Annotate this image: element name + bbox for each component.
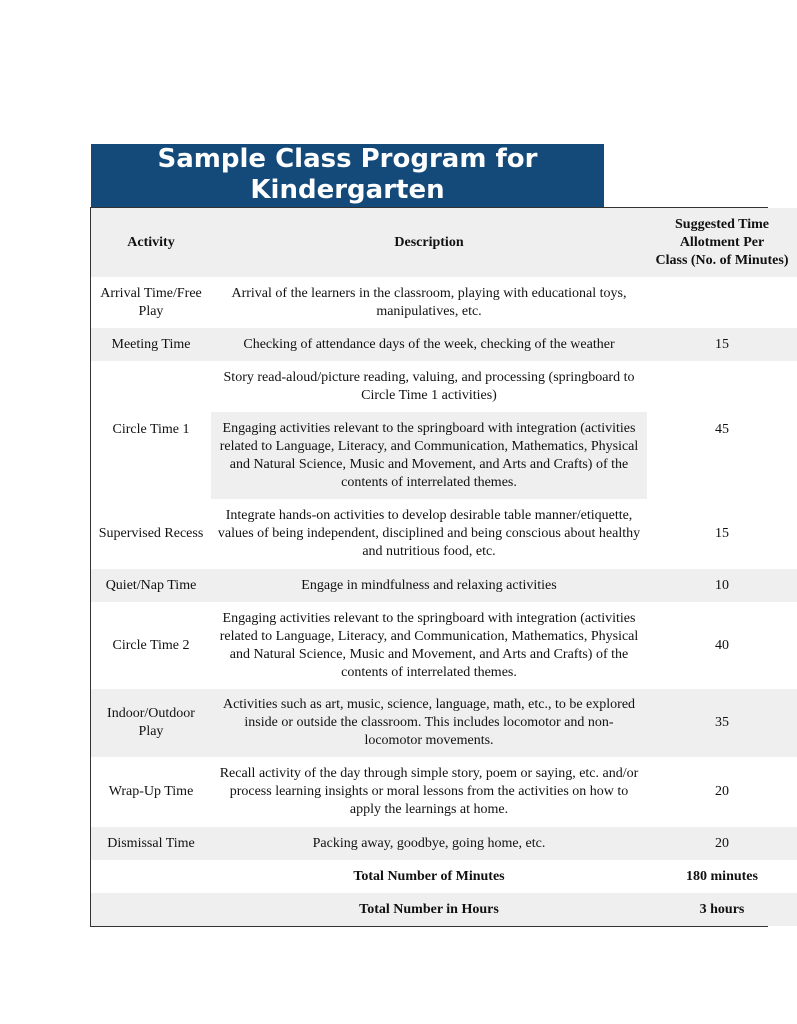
table-row [91, 602, 797, 689]
total-minutes-row [91, 860, 797, 893]
minutes-cell: 35 [647, 689, 797, 757]
total-hours-label: Total Number in Hours [211, 893, 647, 926]
description-cell: Recall activity of the day through simple story, poem or saying, etc. and/or process learning insights or moral lessons from the activities on how to apply the learnings at home. [219, 766, 639, 817]
total-hours-value: 3 hours [647, 893, 797, 926]
table-header-row [91, 208, 797, 277]
activity-cell: Circle Time 1 [112, 422, 190, 437]
activity-cell: Arrival Time/Free Play [100, 285, 202, 319]
header-time-line-1: Suggested Time [675, 216, 769, 232]
class-program-table [91, 208, 797, 926]
activity-cell: Supervised Recess [98, 526, 204, 541]
description-cell: Engaging activities relevant to the springboard with integration (activities related to Language, Literacy, and Communication, Mathematics, Physical and Natural Science, Music and Movement, and Arts and Crafts) of the contents of interrelated themes. [211, 412, 647, 499]
title-line-1: Sample Class Program for [157, 144, 538, 174]
title-line-2: Kindergarten [250, 175, 445, 205]
page-title [91, 144, 604, 207]
activity-cell: Indoor/Outdoor Play [91, 689, 211, 757]
table-row [91, 499, 797, 569]
class-program-table-frame [90, 207, 789, 927]
description-cell: Packing away, goodbye, going home, etc. [211, 827, 647, 860]
table-row [91, 328, 797, 361]
minutes-cell: 45 [715, 422, 729, 437]
description-cell: Checking of attendance days of the week, checking of the weather [211, 328, 647, 361]
activity-cell: Quiet/Nap Time [91, 569, 211, 602]
table-row [91, 827, 797, 860]
header-activity: Activity [91, 208, 211, 277]
header-description: Description [211, 208, 647, 277]
minutes-cell: 40 [715, 637, 729, 653]
description-cell: Engage in mindfulness and relaxing activities [211, 569, 647, 602]
minutes-cell: 20 [647, 827, 797, 860]
table-row [91, 689, 797, 757]
minutes-cell: 15 [715, 526, 729, 541]
description-cell: Arrival of the learners in the classroom, playing with educational toys, manipulatives, etc. [231, 285, 627, 319]
total-minutes-label: Total Number of Minutes [353, 868, 505, 884]
minutes-cell: 15 [647, 328, 797, 361]
description-cell: Integrate hands-on activities to develop desirable table manner/etiquette, values of being independent, disciplined and being conscious about healthy and nutritious food, etc. [217, 508, 641, 559]
description-cell: Activities such as art, music, science, language, math, etc., to be explored inside or outside the classroom. This includes locomotor and non-locomotor movements. [211, 689, 647, 757]
total-minutes-spacer [91, 860, 211, 893]
table-row [91, 277, 797, 328]
table-row [91, 757, 797, 827]
description-cell: Engaging activities relevant to the springboard with integration (activities related to Language, Literacy, and Communication, Mathematics, Physical and Natural Science, Music and Movement, and Arts and Crafts) of the contents of interrelated themes. [219, 610, 639, 680]
total-hours-spacer [91, 893, 211, 926]
minutes-cell [647, 277, 797, 328]
description-cell: Story read-aloud/picture reading, valuing, and processing (springboard to Circle Time 1 activities) [223, 369, 635, 403]
header-suggested-time [647, 208, 797, 277]
header-time-line-3: Class (No. of Minutes) [655, 252, 789, 268]
activity-cell: Dismissal Time [91, 827, 211, 860]
activity-cell: Wrap-Up Time [108, 784, 194, 799]
table-row [91, 361, 797, 412]
activity-cell: Circle Time 2 [112, 637, 190, 653]
total-minutes-value: 180 minutes [686, 868, 758, 884]
minutes-cell: 10 [647, 569, 797, 602]
total-hours-row [91, 893, 797, 926]
header-time-line-2: Allotment Per [679, 234, 765, 250]
activity-cell: Meeting Time [91, 328, 211, 361]
table-row [91, 569, 797, 602]
minutes-cell: 20 [715, 784, 729, 799]
